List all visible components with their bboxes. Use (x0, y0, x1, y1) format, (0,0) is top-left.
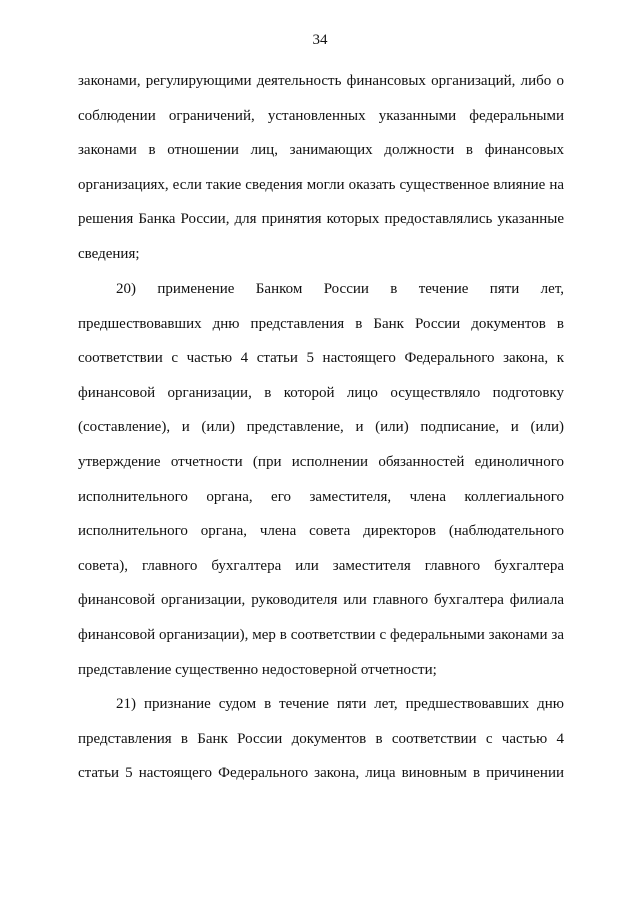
text-line: сведения; (78, 245, 140, 262)
text-line: исполнительного органа, члена совета директоров (наблюдательного (78, 523, 564, 540)
text-line: 20) применение Банком России в течение пяти лет, (116, 281, 564, 297)
text-line: исполнительного органа, его заместителя, члена коллегиального (78, 488, 564, 505)
text-line: организациях, если такие сведения могли оказать существенное влияние на (78, 176, 564, 193)
paragraph-item-20 (78, 272, 564, 687)
text-line: законами, регулирующими деятельность финансовых организаций, либо о (78, 73, 564, 89)
text-line: финансовой организации), мер в соответствии с федеральными законами за (78, 626, 564, 643)
paragraph-continuation (78, 64, 564, 272)
paragraph-item-21 (78, 687, 564, 791)
text-line: решения Банка России, для принятия которых предоставлялись указанные (78, 211, 564, 228)
text-line: финансовой организации, руководителя или главного бухгалтера филиала (78, 592, 564, 609)
text-line: утверждение отчетности (при исполнении обязанностей единоличного (78, 453, 564, 470)
text-line: (составление), и (или) представление, и (или) подписание, и (или) (78, 419, 564, 436)
text-line: представление существенно недостоверной отчетности; (78, 661, 437, 678)
text-line: законами в отношении лиц, занимающих должности в финансовых (78, 142, 564, 159)
text-line: соблюдении ограничений, установленных указанными федеральными (78, 107, 564, 124)
text-line: предшествовавших дню представления в Банк России документов в (78, 315, 564, 332)
text-line: 21) признание судом в течение пяти лет, предшествовавших дню (116, 696, 564, 712)
text-line: статьи 5 настоящего Федерального закона, лица виновным в причинении (78, 765, 564, 782)
page-number: 34 (312, 32, 328, 48)
text-line: финансовой организации, в которой лицо осуществляло подготовку (78, 384, 564, 401)
text-line: соответствии с частью 4 статьи 5 настоящего Федерального закона, к (78, 350, 564, 367)
text-line: совета), главного бухгалтера или заместителя главного бухгалтера (78, 557, 564, 574)
text-line: представления в Банк России документов в соответствии с частью 4 (78, 730, 564, 747)
